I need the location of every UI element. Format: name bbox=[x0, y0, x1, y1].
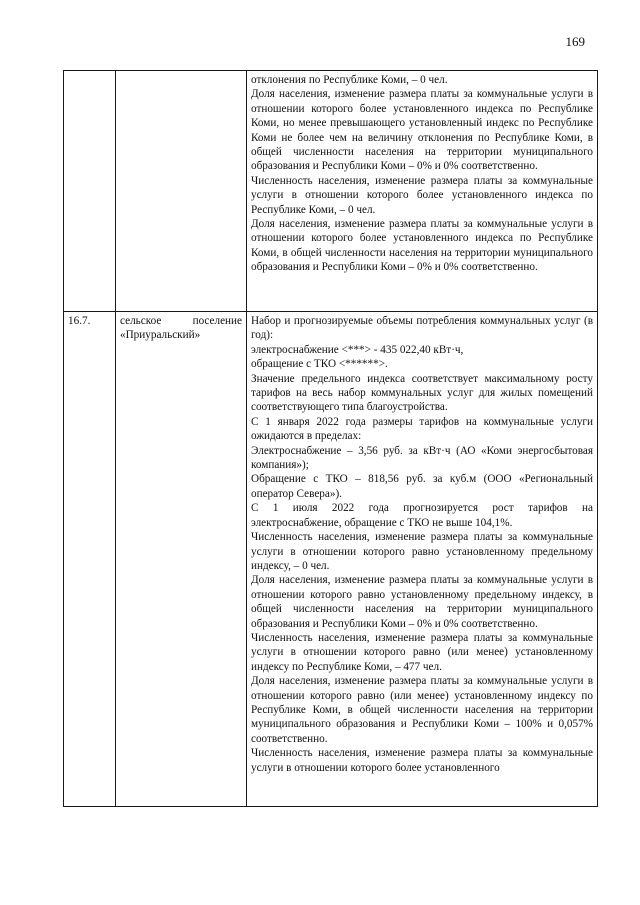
paragraph: Набор и прогнозируемые объемы потребления коммунальных услуг (в год): bbox=[251, 315, 593, 342]
paragraph: отклонения по Республике Коми, – 0 чел. bbox=[251, 74, 448, 86]
paragraph: Доля населения, изменение размера платы за коммунальные услуги в отношении которого более установленного индекса по Республике Коми, в общей численности населения на территории муниципального образования и Республики Коми – 0% и 0% соответственно. bbox=[251, 218, 593, 274]
tariff-table bbox=[63, 70, 598, 807]
paragraph: Численность населения, изменение размера платы за коммунальные услуги в отношении которого равно (или менее) установленному индексу по Республике Коми, – 477 чел. bbox=[251, 631, 593, 673]
table-row bbox=[64, 312, 598, 807]
paragraph: Доля населения, изменение размера платы за коммунальные услуги в отношении которого более установленного индекса по Республике Коми, но менее превышающего установленный индекс по Республике Коми не более чем на величину отклонения по Республике Коми, в общей численности населения на территории муниципального образования и Республики Коми – 0% и 0% соответственно. bbox=[251, 88, 593, 173]
paragraph: Численность населения, изменение размера платы за коммунальные услуги в отношении которого более установленного bbox=[251, 747, 593, 774]
paragraph: Электроснабжение – 3,56 руб. за кВт·ч (АО «Коми энергосбытовая компания»); bbox=[251, 444, 593, 472]
paragraph: электроснабжение <***> - 435 022,40 кВт·ч, bbox=[251, 343, 464, 356]
paragraph: С 1 июля 2022 года прогнозируется рост тарифов на электроснабжение, обращение с ТКО не выше 104,1%. bbox=[251, 502, 593, 529]
paragraph: обращение с ТКО <******>. bbox=[251, 358, 388, 371]
municipality-cell: сельское поселение «Приуральский» bbox=[116, 312, 247, 807]
row-number-cell: 16.7. bbox=[64, 312, 116, 807]
description-cell bbox=[247, 312, 598, 807]
description-cell bbox=[247, 71, 598, 312]
paragraph: Доля населения, изменение размера платы за коммунальные услуги в отношении которого равно установленному предельному индексу, в общей численности населения на территории муниципального образования и Республики Коми – 0% и 0% соответственно. bbox=[251, 574, 593, 630]
table-row bbox=[64, 71, 598, 312]
row-number-cell bbox=[64, 71, 116, 312]
municipality-cell bbox=[116, 71, 247, 312]
paragraph: Доля населения, изменение размера платы за коммунальные услуги в отношении которого равно (или менее) установленному индексу по Республике Коми, в общей численности населения на территории муниципального образования и Республики Коми – 100% и 0,057% соответственно. bbox=[251, 675, 593, 745]
paragraph: Численность населения, изменение размера платы за коммунальные услуги в отношении которого равно установленному предельному индексу, – 0 чел. bbox=[251, 531, 593, 572]
paragraph: Обращение с ТКО – 818,56 руб. за куб.м (ООО «Региональный оператор Севера»). bbox=[251, 473, 593, 500]
page-number: 169 bbox=[565, 34, 585, 49]
paragraph: Численность населения, изменение размера платы за коммунальные услуги в отношении которого более установленного индекса по Республике Коми, – 0 чел. bbox=[251, 174, 593, 216]
paragraph: Значение предельного индекса соответствует максимальному росту тарифов на весь набор коммунальных услуг для жилых помещений соответствующего типа благоустройства. bbox=[251, 372, 593, 414]
paragraph: С 1 января 2022 года размеры тарифов на коммунальные услуги ожидаются в пределах: bbox=[251, 415, 593, 443]
